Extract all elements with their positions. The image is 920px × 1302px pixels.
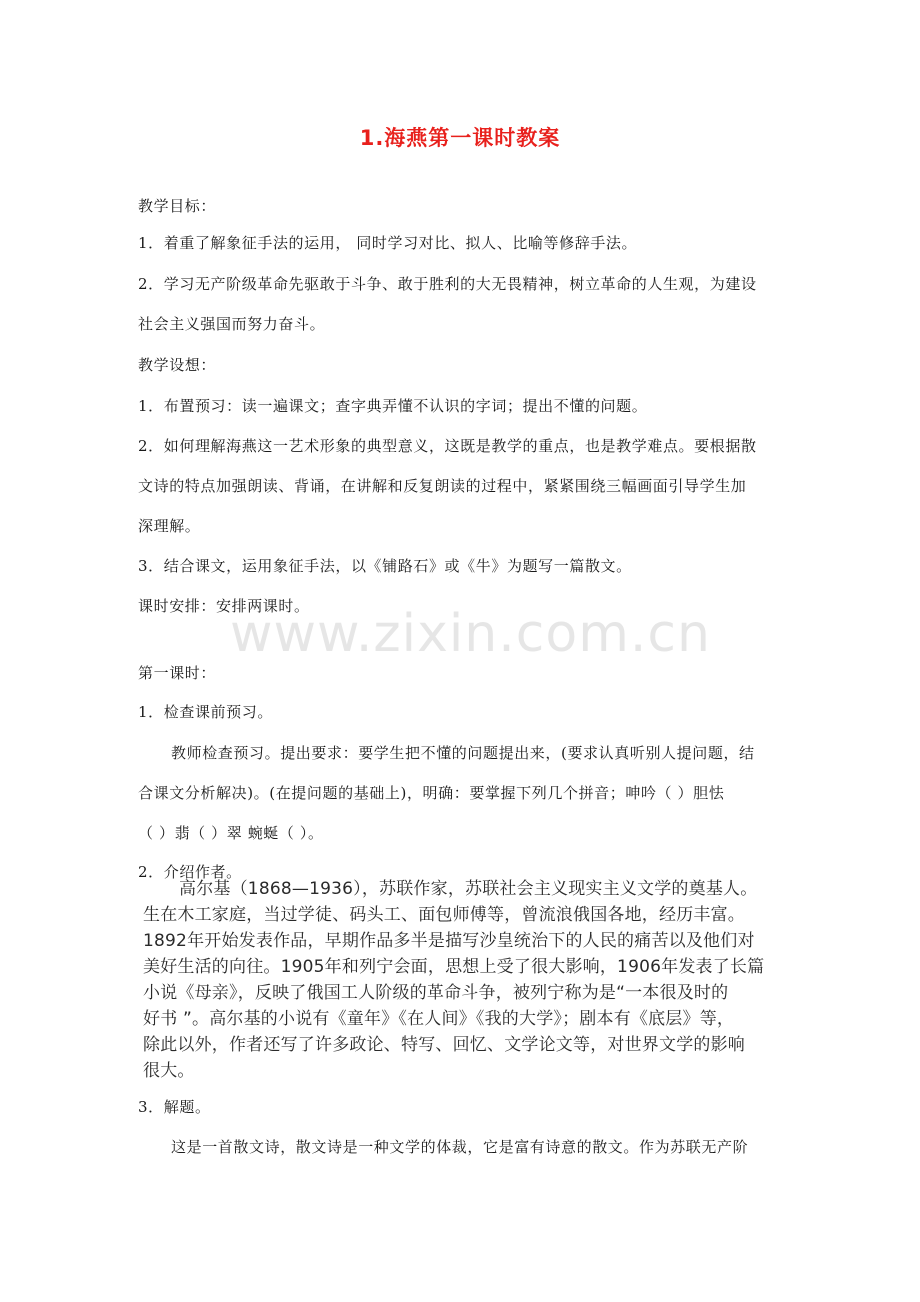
step-3-heading: 3．解题。 [138,1098,211,1116]
author-intro-line: 1892年开始发表作品，早期作品多半是描写沙皇统治下的人民的痛苦以及他们对 [143,931,755,951]
author-intro-line: 高尔基（1868—1936），苏联作家，苏联社会主义现实主义文学的奠基人。 [179,879,758,899]
step-1-paragraph-line-3: （ ）翡（ ）翠 蜿蜒（ ）。 [138,824,324,842]
author-intro-line: 除此以外，作者还写了许多政论、特写、回忆、文学论文等，对世界文学的影响 [143,1035,745,1055]
author-intro-line: 生在木工家庭，当过学徒、码头工、面包师傅等，曾流浪俄国各地，经历丰富。 [143,905,745,925]
idea-item-3: 3．结合课文，运用象征手法，以《铺路石》或《牛》为题写一篇散文。 [138,557,632,575]
goal-item-2-line-2: 社会主义强国而努力奋斗。 [138,315,326,333]
author-intro-line: 好书 ”。高尔基的小说有《童年》《在人间》《我的大学》；剧本有《底层》等， [143,1009,735,1029]
page-title: 1.海燕第一课时教案 [359,126,561,150]
step-1-paragraph-line-2: 合课文分析解决)。(在提问题的基础上)，明确：要掌握下列几个拼音；呻吟（ ）胆怯 [138,784,725,802]
step-1-heading: 1．检查课前预习。 [138,703,273,721]
idea-item-2-line-3: 深理解。 [138,517,201,535]
idea-heading: 教学设想： [138,356,217,374]
schedule-text: 课时安排：安排两课时。 [138,597,310,615]
step-1-paragraph-line-1: 教师检查预习。提出要求：要学生把不懂的问题提出来，(要求认真听别人提问题，结 [171,744,755,762]
author-intro-line: 小说《母亲》，反映了俄国工人阶级的革命斗争，被列宁称为是“一本很及时的 [143,983,729,1003]
watermark-text: www.zixin.com.cn [230,604,711,664]
author-intro-block [143,876,793,1084]
author-intro-line: 很大。 [143,1061,195,1081]
step-2-heading: 2．介绍作者。 [138,863,242,881]
author-intro-line: 美好生活的向往。1905年和列宁会面，思想上受了很大影响，1906年发表了长篇 [143,957,765,977]
idea-item-2-line-2: 文诗的特点加强朗读、背诵，在讲解和反复朗读的过程中，紧紧围绕三幅画面引导学生加 [138,477,747,495]
goals-heading: 教学目标： [138,197,217,215]
step-3-paragraph-line-1: 这是一首散文诗，散文诗是一种文学的体裁，它是富有诗意的散文。作为苏联无产阶 [171,1138,749,1156]
goal-item-1: 1．着重了解象征手法的运用， 同时学习对比、拟人、比喻等修辞手法。 [138,234,638,252]
lesson-1-heading: 第一课时： [138,664,217,682]
idea-item-1: 1．布置预习：读一遍课文；查字典弄懂不认识的字词；提出不懂的问题。 [138,397,648,415]
goal-item-2-line-1: 2．学习无产阶级革命先驱敢于斗争、敢于胜利的大无畏精神，树立革命的人生观，为建设 [138,275,757,293]
idea-item-2-line-1: 2．如何理解海燕这一艺术形象的典型意义，这既是教学的重点，也是教学难点。要根据散 [138,437,757,455]
